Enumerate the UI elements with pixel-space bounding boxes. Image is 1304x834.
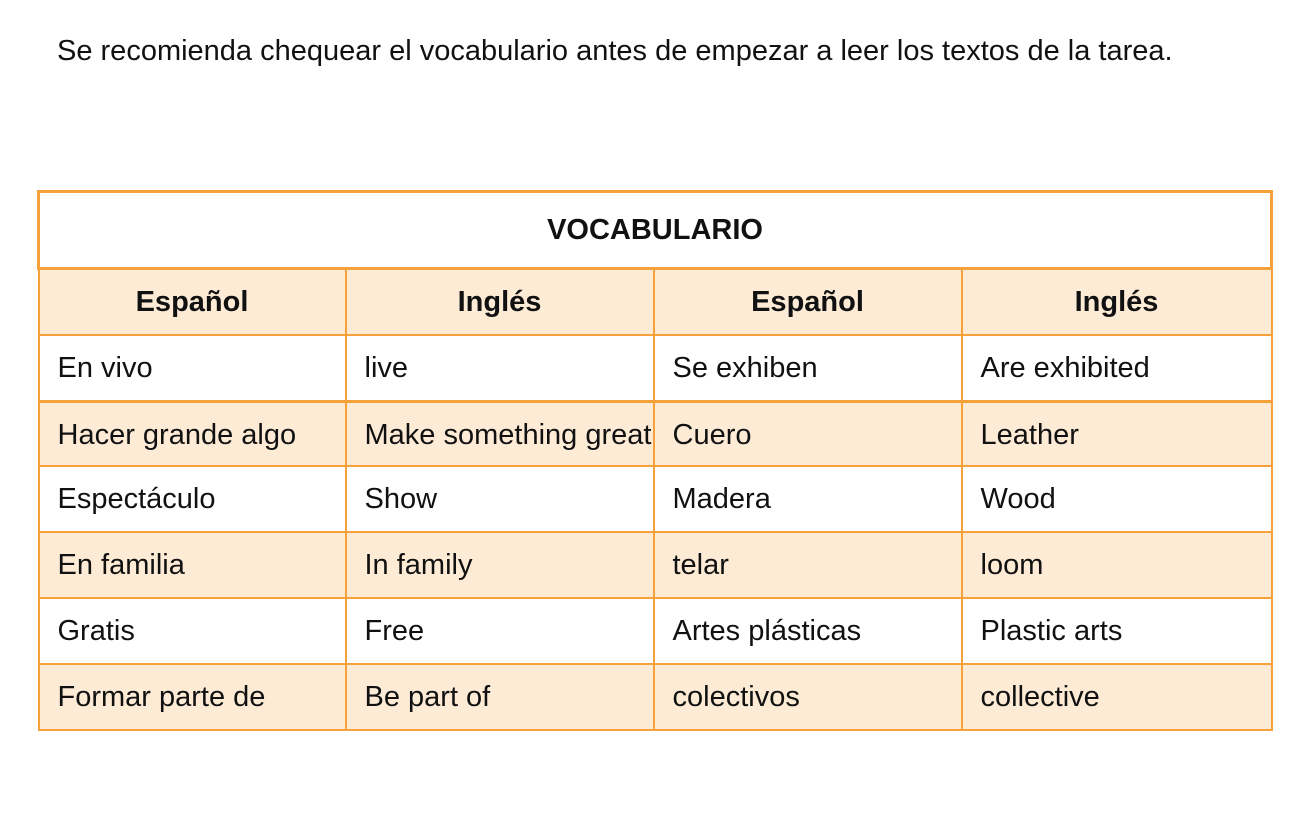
table-row xyxy=(39,335,1272,402)
column-header-spanish: Español xyxy=(39,269,346,336)
table-cell: live xyxy=(346,335,654,402)
table-cell: In family xyxy=(346,532,654,598)
table-cell: loom xyxy=(962,532,1272,598)
table-row xyxy=(39,466,1272,532)
table-row xyxy=(39,402,1272,467)
table-cell: Wood xyxy=(962,466,1272,532)
vocabulary-table xyxy=(37,190,1273,731)
table-cell: Free xyxy=(346,598,654,664)
table-cell: collective xyxy=(962,664,1272,730)
table-cell: Formar parte de xyxy=(39,664,346,730)
table-cell: Artes plásticas xyxy=(654,598,962,664)
column-header-spanish: Español xyxy=(654,269,962,336)
table-cell: Plastic arts xyxy=(962,598,1272,664)
column-header-english: Inglés xyxy=(346,269,654,336)
table-cell: En familia xyxy=(39,532,346,598)
table-header-row xyxy=(39,269,1272,336)
table-cell: telar xyxy=(654,532,962,598)
table-cell: Show xyxy=(346,466,654,532)
table-cell: colectivos xyxy=(654,664,962,730)
table-cell: Espectáculo xyxy=(39,466,346,532)
table-cell: Madera xyxy=(654,466,962,532)
table-row xyxy=(39,532,1272,598)
table-cell: Cuero xyxy=(654,402,962,467)
intro-paragraph: Se recomienda chequear el vocabulario antes de empezar a leer los textos de la tarea. xyxy=(57,35,1173,67)
column-header-english: Inglés xyxy=(962,269,1272,336)
table-cell: Se exhiben xyxy=(654,335,962,402)
table-row xyxy=(39,598,1272,664)
table-cell: En vivo xyxy=(39,335,346,402)
table-cell: Be part of xyxy=(346,664,654,730)
table-cell: Are exhibited xyxy=(962,335,1272,402)
table-cell: Gratis xyxy=(39,598,346,664)
table-cell: Make something great xyxy=(346,402,654,467)
table-row xyxy=(39,664,1272,730)
table-title-row xyxy=(39,192,1272,269)
table-title: VOCABULARIO xyxy=(39,192,1272,269)
table-cell: Leather xyxy=(962,402,1272,467)
table-cell: Hacer grande algo xyxy=(39,402,346,467)
